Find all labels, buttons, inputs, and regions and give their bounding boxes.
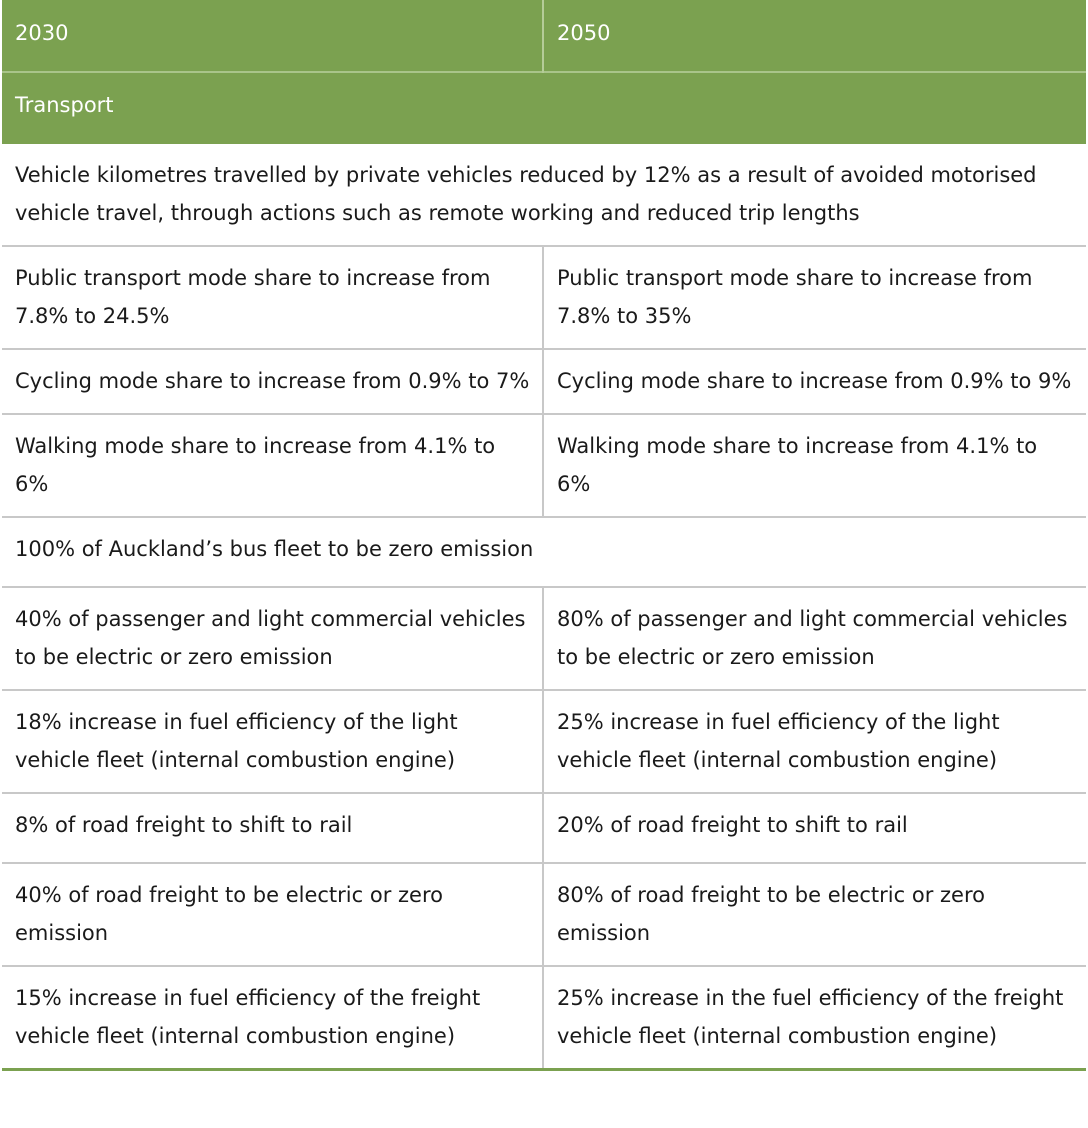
target-cell-2050: Cycling mode share to increase from 0.9% to 9% bbox=[543, 349, 1086, 414]
table-row bbox=[2, 414, 1086, 517]
section-title-transport: Transport bbox=[2, 72, 1086, 144]
table-row bbox=[2, 690, 1086, 793]
column-header-2050: 2050 bbox=[543, 0, 1086, 72]
target-cell-2030: Cycling mode share to increase from 0.9% to 7% bbox=[2, 349, 543, 414]
table-row bbox=[2, 966, 1086, 1070]
table-row bbox=[2, 587, 1086, 690]
target-cell-2030: Walking mode share to increase from 4.1% to 6% bbox=[2, 414, 543, 517]
target-cell-2050: 25% increase in fuel efficiency of the light vehicle fleet (internal combustion engine) bbox=[543, 690, 1086, 793]
target-cell-2050: Walking mode share to increase from 4.1% to 6% bbox=[543, 414, 1086, 517]
transport-targets-table bbox=[2, 0, 1086, 1071]
target-cell-2050: 25% increase in the fuel efficiency of the freight vehicle fleet (internal combustion engine) bbox=[543, 966, 1086, 1070]
transport-targets-table-wrapper bbox=[2, 0, 1086, 1071]
table-row bbox=[2, 349, 1086, 414]
table-row bbox=[2, 144, 1086, 246]
target-cell-2030: Public transport mode share to increase from 7.8% to 24.5% bbox=[2, 246, 543, 349]
target-cell-2030: 18% increase in fuel efficiency of the light vehicle fleet (internal combustion engine) bbox=[2, 690, 543, 793]
target-cell-2030: 40% of road freight to be electric or zero emission bbox=[2, 863, 543, 966]
target-cell-2050: 80% of passenger and light commercial vehicles to be electric or zero emission bbox=[543, 587, 1086, 690]
table-row bbox=[2, 863, 1086, 966]
target-cell-2030: 8% of road freight to shift to rail bbox=[2, 793, 543, 863]
target-cell-2050: Public transport mode share to increase from 7.8% to 35% bbox=[543, 246, 1086, 349]
target-cell-both-years: Vehicle kilometres travelled by private vehicles reduced by 12% as a result of avoided motorised vehicle travel, through actions such as remote working and reduced trip lengths bbox=[2, 144, 1086, 246]
target-cell-2050: 80% of road freight to be electric or zero emission bbox=[543, 863, 1086, 966]
target-cell-both-years: 100% of Auckland’s bus fleet to be zero emission bbox=[2, 517, 1086, 587]
section-header-row bbox=[2, 72, 1086, 144]
table-row bbox=[2, 246, 1086, 349]
table-row bbox=[2, 793, 1086, 863]
target-cell-2030: 15% increase in fuel efficiency of the freight vehicle fleet (internal combustion engine) bbox=[2, 966, 543, 1070]
year-header-row bbox=[2, 0, 1086, 72]
table-row bbox=[2, 517, 1086, 587]
target-cell-2030: 40% of passenger and light commercial vehicles to be electric or zero emission bbox=[2, 587, 543, 690]
target-cell-2050: 20% of road freight to shift to rail bbox=[543, 793, 1086, 863]
column-header-2030: 2030 bbox=[2, 0, 543, 72]
